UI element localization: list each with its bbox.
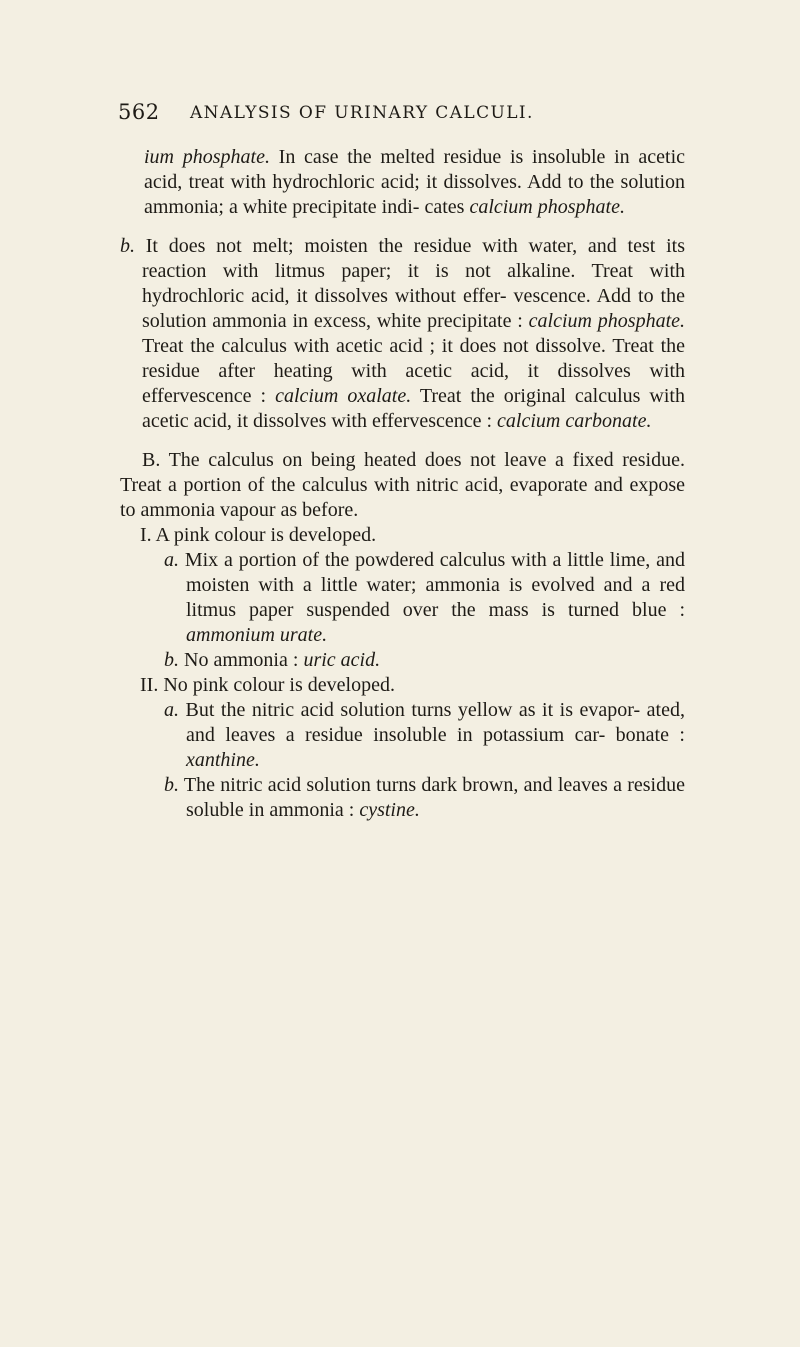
paragraph-text: Treat the calculus with acetic acid ; it does not dissolve. Treat the residue after heating with acetic acid, it dissolves with effervescence : [142,335,685,407]
italic-term: calcium carbonate. [497,410,652,432]
heading-I-pink-colour [140,523,685,548]
paragraph-text: In case the melted residue is insoluble in acetic acid, treat with hydrochloric acid; it dissolves. Add to the solution ammonia; a white precipitate indi- cates [144,146,685,218]
paragraph-b-cystine [164,773,685,823]
paragraph-a-ammonium-urate [164,548,685,648]
item-letter: b. [164,649,179,671]
item-letter: b. [120,235,135,257]
paragraph-text: B. The calculus on being heated does not leave a fixed residue. Treat a portion of the calculus with nitric acid, evaporate and expose to ammonia vapour as before. [120,449,685,521]
paragraph-text: But the nitric acid solution turns yellow as it is evapor- ated, and leaves a residue insoluble in potassium car- bonate : [179,699,685,746]
paragraph-text: The nitric acid solution turns dark brown, and leaves a residue soluble in ammonia : [179,774,685,821]
heading-II-no-pink-colour [140,673,685,698]
item-letter: a. [164,549,179,571]
italic-term: calcium phosphate. [528,310,686,332]
italic-term: uric acid. [303,649,381,671]
italic-term: ium phosphate. [144,146,270,168]
paragraph-calcium-phosphate-insoluble [120,145,685,220]
italic-term: ammonium urate. [186,624,328,646]
paragraph-B-no-fixed-residue [120,448,685,523]
italic-term: calcium phosphate. [469,196,625,218]
paragraph-text: It does not melt; moisten the residue with water, and test its reaction with litmus paper; it is not alkaline. Treat with hydrochloric acid, it dissolves without effer- vescence. Add to the solution ammonia in excess, white precipitate : [135,235,685,332]
paragraph-text: Treat the original calculus with acetic acid, it dissolves with effervescence : [142,385,685,432]
paragraph-b-uric-acid [164,648,685,673]
paragraph-text: Mix a portion of the powdered calculus with a little lime, and moisten with a little water; ammonia is evolved and a red litmus paper suspended over the mass is turned blue : [179,549,685,621]
paragraph-text: I. A pink colour is developed. [140,524,377,546]
page-header [118,100,698,128]
italic-term: cystine. [359,799,420,821]
paragraph-text: No ammonia : [179,649,304,671]
paragraph-text: II. No pink colour is developed. [140,674,395,696]
item-letter: b. [164,774,179,796]
italic-term: xanthine. [186,749,260,771]
body-text [120,145,685,823]
paragraph-a-xanthine [164,698,685,773]
running-title: ANALYSIS OF URINARY CALCULI. [190,103,534,123]
item-letter: a. [164,699,179,721]
page-number: 562 [118,100,160,124]
italic-term: calcium oxalate. [275,385,412,407]
paragraph-b-does-not-melt [120,234,685,434]
